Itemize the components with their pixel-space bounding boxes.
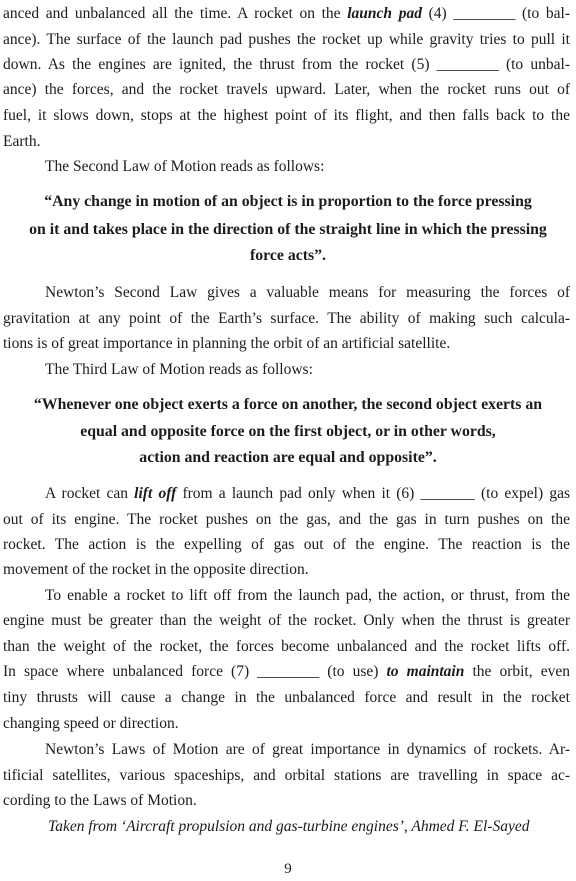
- paragraph-5-line-3: cording to the Laws of Motion.: [3, 792, 197, 809]
- second-law-intro: The Second Law of Motion reads as follows:: [45, 158, 325, 175]
- third-law-quote-line-3: action and reaction are equal and opposite”.: [139, 449, 437, 466]
- paragraph-3-line-1: A rocket can lift off from a launch pad only when it (6) _______ (to expel) gas: [45, 485, 570, 502]
- emphasis-lift-off: lift off: [134, 485, 177, 502]
- source-attribution: Taken from ‘Aircraft propulsion and gas-turbine engines’, Ahmed F. El-Sayed: [48, 818, 530, 835]
- paragraph-3-line-3: rocket. The action is the expelling of gas out of the engine. The reaction is the: [3, 536, 570, 553]
- paragraph-1-line-6: Earth.: [3, 133, 41, 150]
- third-law-intro: The Third Law of Motion reads as follows:: [45, 361, 313, 378]
- paragraph-1-line-5: fuel, it slows down, stops at the highest point of its flight, and then falls back to the: [3, 107, 570, 124]
- page-number: 9: [284, 861, 292, 877]
- second-law-quote-line-3: force acts”.: [249, 247, 327, 264]
- paragraph-2-line-2: gravitation at any point of the Earth’s surface. The ability of making such calcula-: [3, 310, 570, 327]
- paragraph-3-line-4: movement of the rocket in the opposite direction.: [3, 561, 309, 578]
- paragraph-5-line-2: tificial satellites, various spaceships, and orbital stations are travelling in space ac-: [3, 767, 570, 784]
- emphasis-to-maintain: to maintain: [386, 663, 465, 680]
- paragraph-4-line-5: tiny thrusts will cause a change in the unbalanced force and result in the rocket: [3, 689, 570, 706]
- paragraph-4-line-2: engine must be greater than the weight of the rocket. Only when the thrust is greater: [3, 612, 570, 629]
- paragraph-4-line-1: To enable a rocket to lift off from the launch pad, the action, or thrust, from the: [45, 587, 570, 604]
- paragraph-4-line-4: In space where unbalanced force (7) ________ (to use) to maintain the orbit, even: [3, 663, 570, 680]
- paragraph-3-line-2: out of its engine. The rocket pushes on the gas, and the gas in turn pushes on the: [3, 511, 570, 528]
- third-law-quote-line-2: equal and opposite force on the first object, or in other words,: [80, 423, 496, 440]
- paragraph-5-line-1: Newton’s Laws of Motion are of great importance in dynamics of rockets. Ar-: [45, 741, 570, 758]
- paragraph-1-line-2: ance). The surface of the launch pad pushes the rocket up while gravity tries to pull it: [3, 31, 570, 48]
- second-law-quote-line-2: on it and takes place in the direction of the straight line in which the pressing: [29, 221, 547, 238]
- paragraph-4-line-6: changing speed or direction.: [3, 715, 179, 732]
- paragraph-1-line-1: anced and unbalanced all the time. A rocket on the launch pad (4) ________ (to bal-: [3, 5, 570, 22]
- paragraph-1-line-4: ance) the forces, and the rocket travels upward. Later, when the rocket runs out of: [3, 81, 570, 98]
- third-law-quote-line-1: “Whenever one object exerts a force on another, the second object exerts an: [33, 396, 543, 413]
- emphasis-launch-pad: launch pad: [347, 5, 422, 22]
- paragraph-2-line-1: Newton’s Second Law gives a valuable means for measuring the forces of: [45, 284, 570, 301]
- second-law-quote-line-1: “Any change in motion of an object is in proportion to the force pressing: [44, 193, 532, 210]
- paragraph-2-line-3: tions is of great importance in planning the orbit of an artificial satellite.: [3, 335, 451, 352]
- paragraph-4-line-3: than the weight of the rocket, the forces become unbalanced and the rocket lifts off.: [3, 638, 570, 655]
- paragraph-1-line-3: down. As the engines are ignited, the thrust from the rocket (5) ________ (to unbal-: [3, 56, 570, 73]
